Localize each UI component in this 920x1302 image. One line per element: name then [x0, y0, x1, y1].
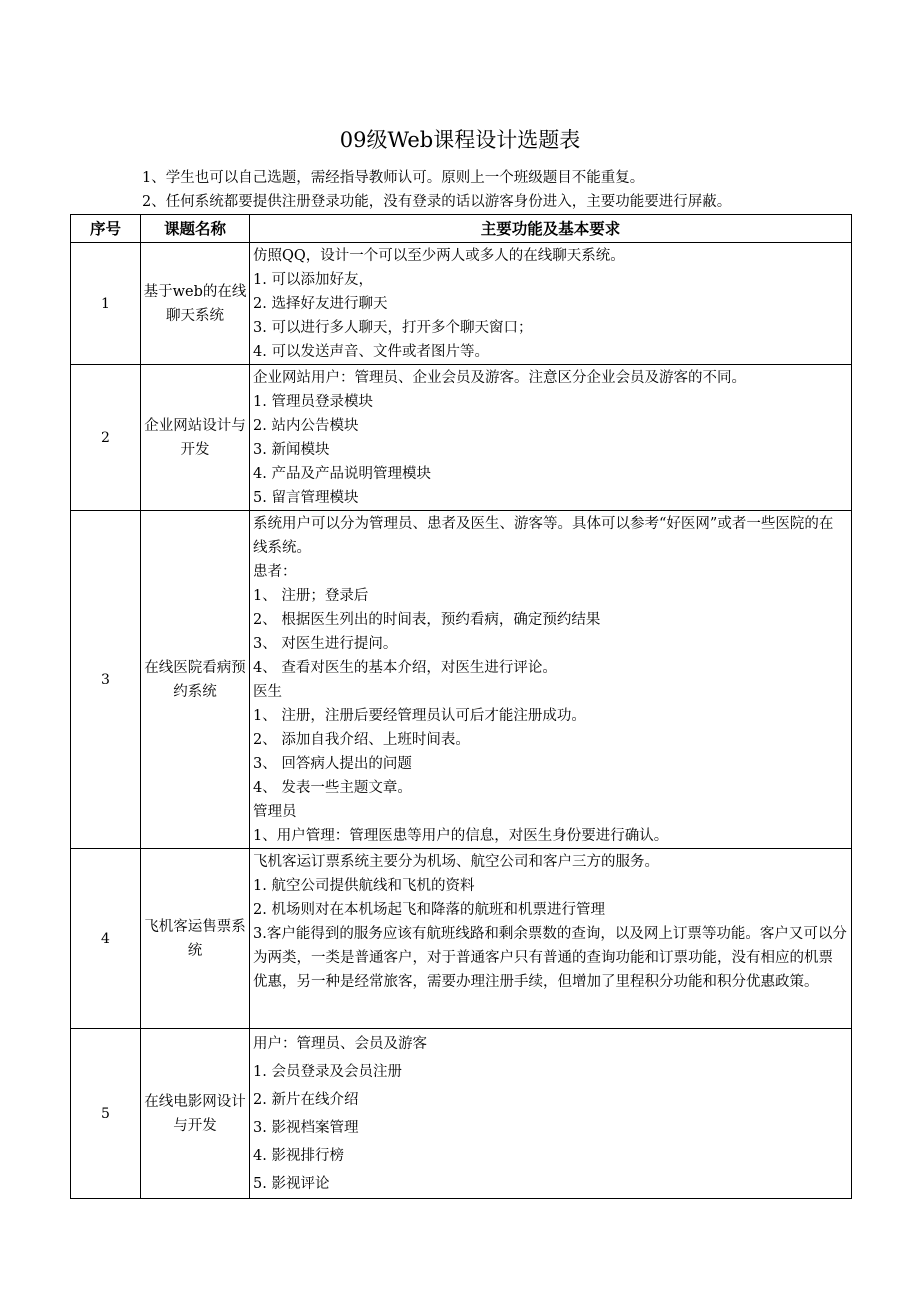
- requirement-line: 4. 产品及产品说明管理模块: [253, 466, 431, 482]
- requirements-cell: [250, 849, 852, 1029]
- requirement-line: 4. 可以发送声音、文件或者图片等。: [253, 344, 489, 360]
- requirement-line: 2、 添加自我介绍、上班时间表。: [253, 732, 470, 748]
- table-row: [71, 365, 852, 511]
- row-number: 2: [71, 365, 141, 511]
- requirement-line: 3、 对医生进行提问。: [253, 636, 398, 652]
- table-header-row: [71, 215, 852, 243]
- requirement-line: 2. 选择好友进行聊天: [253, 296, 388, 312]
- requirement-line: 4、 查看对医生的基本介绍，对医生进行评论。: [253, 660, 557, 676]
- requirement-line: 3. 新闻模块: [253, 442, 330, 458]
- requirement-line: 3、 回答病人提出的问题: [253, 756, 412, 772]
- topic-name: 在线医院看病预约系统: [141, 511, 250, 849]
- requirement-line: 医生: [253, 684, 282, 700]
- table-row: [71, 511, 852, 849]
- row-number: 5: [71, 1029, 141, 1199]
- requirement-line: 2. 站内公告模块: [253, 418, 359, 434]
- requirement-line: 仿照QQ，设计一个可以至少两人或多人的在线聊天系统。: [253, 248, 625, 264]
- page-title: 09级Web课程设计选题表: [339, 128, 581, 152]
- topic-table: [70, 214, 852, 1199]
- requirement-line: 1. 可以添加好友，: [253, 272, 373, 288]
- requirement-line: 3.客户能得到的服务应该有航班线路和剩余票数的查询，以及网上订票等功能。客户又可以分为两类，一类是普通客户，对于普通客户只有普通的查询功能和订票功能，没有相应的机票优惠，另一种是经常旅客，需要办理注册手续，但增加了里程积分功能和积分优惠政策。: [253, 926, 847, 990]
- requirement-line: 1、用户管理：管理医患等用户的信息，对医生身份要进行确认。: [253, 828, 669, 844]
- row-number: 4: [71, 849, 141, 1029]
- requirements-cell: [250, 1029, 852, 1199]
- row-number: 1: [71, 243, 141, 365]
- table-row: [71, 243, 852, 365]
- topic-name: 在线电影网设计与开发: [141, 1029, 250, 1199]
- requirement-line: 5. 影视评论: [253, 1176, 330, 1192]
- requirements-cell: [250, 243, 852, 365]
- requirement-line: 2. 机场则对在本机场起飞和降落的航班和机票进行管理: [253, 902, 605, 918]
- requirement-line: 飞机客运订票系统主要分为机场、航空公司和客户三方的服务。: [253, 854, 659, 870]
- requirement-line: 用户：管理员、会员及游客: [253, 1036, 427, 1052]
- requirement-line: 1、 注册，注册后要经管理员认可后才能注册成功。: [253, 708, 586, 724]
- requirement-line: 1. 航空公司提供航线和飞机的资料: [253, 878, 475, 894]
- header-number: 序号: [71, 215, 141, 243]
- requirement-line: 4、 发表一些主题文章。: [253, 780, 412, 796]
- requirement-line: 系统用户可以分为管理员、患者及医生、游客等。具体可以参考“好医网”或者一些医院的在线系统。: [253, 516, 834, 556]
- requirement-line: 1、 注册；登录后: [253, 588, 369, 604]
- topic-name: 飞机客运售票系统: [141, 849, 250, 1029]
- table-row: [71, 849, 852, 1029]
- requirement-line: 企业网站用户：管理员、企业会员及游客。注意区分企业会员及游客的不同。: [253, 370, 746, 386]
- requirement-line: 5. 留言管理模块: [253, 490, 359, 506]
- requirement-line: 3. 影视档案管理: [253, 1120, 359, 1136]
- row-number: 3: [71, 511, 141, 849]
- header-topic-name: 课题名称: [141, 215, 250, 243]
- header-requirements: 主要功能及基本要求: [250, 215, 852, 243]
- requirement-line: 1. 会员登录及会员注册: [253, 1064, 402, 1080]
- topic-name: 企业网站设计与开发: [141, 365, 250, 511]
- requirements-cell: [250, 511, 852, 849]
- requirement-line: 患者：: [253, 564, 297, 580]
- requirement-line: 2. 新片在线介绍: [253, 1092, 359, 1108]
- requirement-line: 4. 影视排行榜: [253, 1148, 344, 1164]
- requirement-line: 1. 管理员登录模块: [253, 394, 373, 410]
- requirement-line: 2、 根据医生列出的时间表，预约看病，确定预约结果: [253, 612, 601, 628]
- table-row: [71, 1029, 852, 1199]
- note-2: 2、任何系统都要提供注册登录功能，没有登录的话以游客身份进入，主要功能要进行屏蔽。: [142, 194, 732, 210]
- note-1: 1、学生也可以自己选题，需经指导教师认可。原则上一个班级题目不能重复。: [142, 170, 645, 186]
- topic-name: 基于web的在线聊天系统: [141, 243, 250, 365]
- requirements-cell: [250, 365, 852, 511]
- requirement-line: 3. 可以进行多人聊天，打开多个聊天窗口；: [253, 320, 533, 336]
- requirement-line: 管理员: [253, 804, 297, 820]
